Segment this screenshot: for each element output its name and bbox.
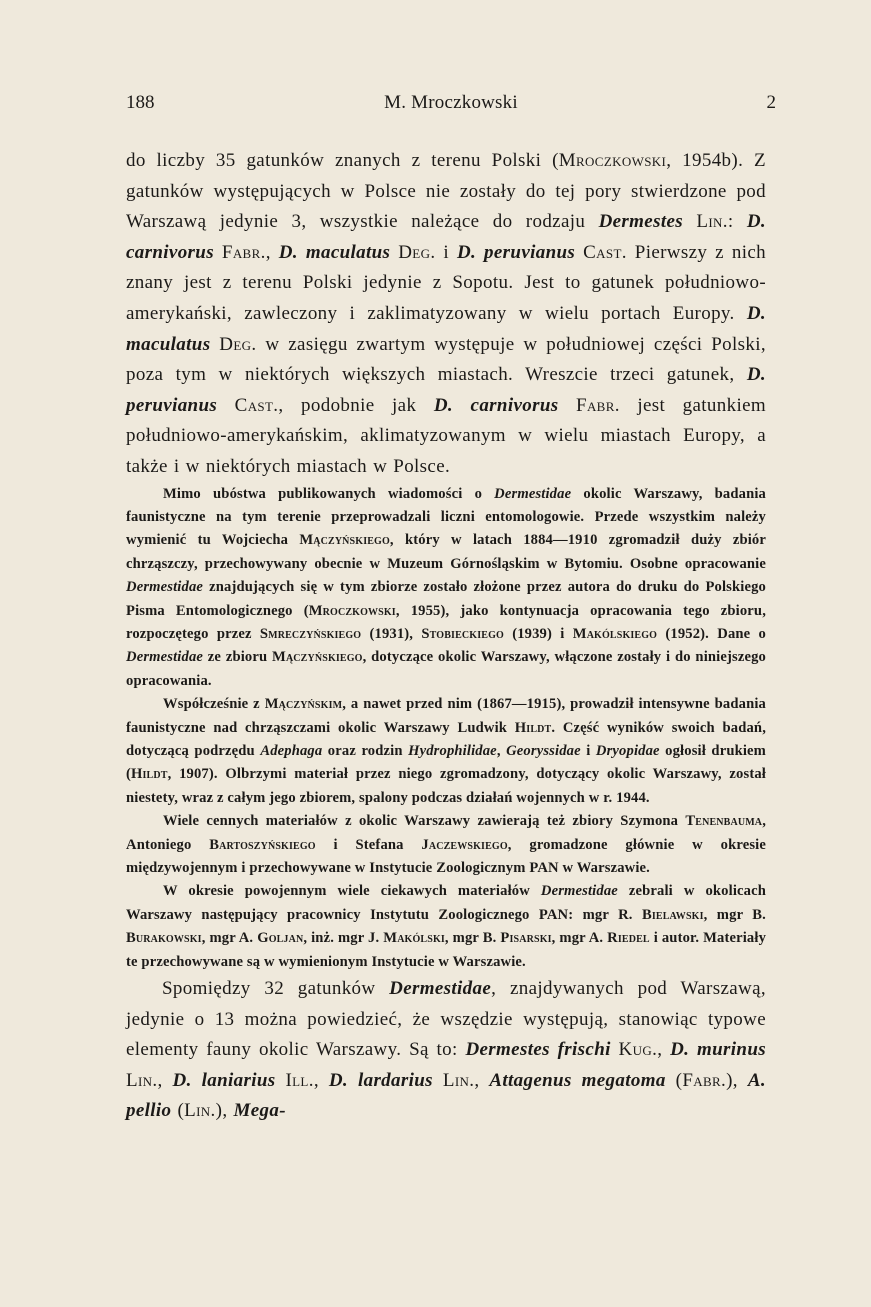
paragraph-hildt: Współcześnie z Mączyńskim, a nawet przed nim (1867—1915), prowadził intensywne badania faunistyczne nad chrząszczami okolic Warszawy Ludwik Hildt. Część wyników swoich badań, dotyczącą podrzędu Adephaga oraz rodzin Hydrophilidae, Georyssidae i Dryopidae ogłosił drukiem (Hildt, 1907). Olbrzymi materiał przez niego zgromadzony, dotyczący okolic Warszawy, został niestety, wraz z całym jego zbiorem, spalony podczas działań wojennych w r. 1944.	[126, 696, 766, 806]
taxon-name: Georyssidae	[506, 743, 581, 759]
author-citation: Tenenbauma	[685, 813, 763, 830]
author-citation: Lin.	[442, 1069, 475, 1091]
paragraph-typical-species: Spomiędzy 32 gatunków Dermestidae, znajdywanych pod Warszawą, jedynie o 13 można powiedzieć, że wszędzie występują, stanowiąc typowe elementy fauny okolic Warszawy. Są to: Dermestes frischi Kug., D. murinus Lin., D. laniarius Ill., D. lardarius Lin., Attagenus megatoma (Fabr.), A. pellio (Lin.), Mega-	[126, 978, 766, 1122]
article-body	[126, 146, 766, 1127]
author-citation: Fabr.	[682, 1069, 727, 1091]
author-citation: Mączyńskiego	[272, 649, 363, 666]
taxon-name: Hydrophilidae	[408, 743, 497, 759]
author-citation: Pisarski	[500, 930, 552, 947]
taxon-name: Attagenus megatoma	[489, 1069, 666, 1091]
author-citation: Lin.	[184, 1100, 216, 1122]
paragraph-other-collections: Wiele cennych materiałów z okolic Warszawy zawierają też zbiory Szymona Tenenbauma, Antoniego Bartoszyńskiego i Stefana Jaczewskiego, gromadzone głównie w okresie międzywojennym i przechowywane w Instytucie Zoologicznym PAN w Warszawie.	[126, 813, 766, 877]
author-citation: Bielawski	[641, 906, 704, 923]
taxon-name: D. peruvianus	[126, 364, 766, 416]
author-citation: Smreczyńskiego	[259, 625, 362, 642]
author-citation: Cast.	[583, 241, 627, 263]
author-citation: Makólskiego	[572, 625, 658, 642]
taxon-name: Dermestes frischi	[465, 1039, 611, 1061]
taxon-name: Dermestidae	[126, 649, 204, 666]
author-citation: Lin.	[696, 211, 728, 233]
author-citation: Jaczewskiego	[421, 836, 508, 853]
author-citation: Riedel	[607, 930, 650, 947]
page-number: 188	[126, 92, 155, 113]
issue-number: 2	[766, 92, 776, 113]
taxon-name: D. laniarius	[172, 1069, 276, 1091]
taxon-name: D. murinus	[670, 1039, 766, 1061]
author-citation: Burakowski	[126, 930, 202, 947]
paragraph-maczynski-collection: Mimo ubóstwa publikowanych wiadomości o Dermestidae okolic Warszawy, badania faunistyczne na tym terenie przeprowadzali liczni entomologowie. Przede wszystkim należy wymienić tu Wojciecha Mączyńskiego, który w latach 1884—1910 zgromadził duży zbiór chrząszczy, przechowywany obecnie w Muzeum Górnośląskim w Bytomiu. Osobne opracowanie Dermestidae znajdujących się w tym zbiorze zostało złożone przez autora do druku do Polskiego Pisma Entomologicznego (Mroczkowski, 1955), jako kontynuacja opracowania tego zbioru, rozpoczętego przez Smreczyńskiego (1931), Stobieckiego (1939) i Makólskiego (1952). Dane o Dermestidae ze zbioru Mączyńskiego, dotyczące okolic Warszawy, włączone zostały i do niniejszego opracowania.	[126, 485, 767, 689]
author-citation: Mroczkowski	[308, 602, 396, 619]
paragraph-postwar-collectors: W okresie powojennym wiele ciekawych materiałów Dermestidae zebrali w okolicach Warszawy następujący pracownicy Instytutu Zoologicznego PAN: mgr R. Bielawski, mgr B. Burakowski, mgr A. Goljan, inż. mgr J. Makólski, mgr B. Pisarski, mgr A. Riedel i autor. Materiały te przechowywane są w wymienionym Instytucie w Warszawie.	[126, 883, 767, 970]
author-citation: Mroczkowski	[558, 150, 667, 171]
taxon-name: D. lardarius	[328, 1069, 433, 1091]
author-citation: Bartoszyńskiego	[209, 836, 316, 853]
author-citation: Lin.	[126, 1069, 158, 1091]
author-citation: Kug.	[618, 1039, 658, 1061]
author-citation: Cast.	[234, 394, 279, 416]
taxon-name: Dermestidae	[540, 883, 618, 900]
taxon-name: D. carnivorus	[126, 211, 766, 263]
author-citation: Fabr.	[576, 394, 620, 416]
author-citation: Fabr.	[221, 241, 266, 263]
paragraph-intro: do liczby 35 gatunków znanych z terenu Polski (Mroczkowski, 1954b). Z gatunków występujących w Polsce nie zostały do tej pory stwierdzone pod Warszawą jedynie 3, wszystkie należące do rodzaju Dermestes Lin.: D. carnivorus Fabr., D. maculatus Deg. i D. peruvianus Cast. Pierwszy z nich znany jest z terenu Polski jedynie z Sopotu. Jest to gatunek południowo-amerykański, zawleczony i zaklimatyzowany w wielu portach Europy. D. maculatus Deg. w zasięgu zwartym występuje w południowej części Polski, poza tym w niektórych większych miastach. Wreszcie trzeci gatunek, D. peruvianus Cast., podobnie jak D. carnivorus Fabr. jest gatunkiem południowo-amerykańskim, aklimatyzowanym w wielu miastach Europy, a także i w niektórych miastach w Polsce.	[126, 150, 767, 477]
author-citation: Hildt	[131, 766, 168, 783]
author-citation: Stobieckiego	[421, 625, 504, 642]
taxon-name: D. carnivorus	[433, 394, 559, 416]
taxon-name: Mega-	[233, 1100, 286, 1122]
taxon-name: D. maculatus	[126, 302, 766, 355]
taxon-name: Dryopidae	[595, 743, 660, 759]
author-citation: Mączyńskim	[264, 696, 343, 713]
taxon-name: Dermestidae	[126, 579, 204, 596]
author-citation: Deg.	[398, 241, 436, 263]
taxon-name: Dermestidae	[494, 485, 572, 502]
running-title-author: M. Mroczkowski	[384, 92, 518, 113]
author-citation: Ill.	[285, 1069, 314, 1091]
author-citation: Hildt	[514, 719, 552, 736]
author-citation: Makólski	[383, 930, 445, 947]
author-citation: Goljan	[257, 930, 304, 947]
author-citation: Mączyńskiego	[299, 532, 390, 549]
taxon-name: Dermestidae	[389, 978, 492, 1000]
author-citation: Deg.	[219, 333, 257, 355]
taxon-name: A. pellio	[126, 1069, 766, 1122]
running-header	[126, 92, 776, 122]
taxon-name: D. maculatus	[278, 241, 391, 263]
taxon-name: D. peruvianus	[456, 241, 576, 263]
taxon-name: Dermestes	[598, 211, 683, 233]
taxon-name: Adephaga	[260, 743, 323, 759]
